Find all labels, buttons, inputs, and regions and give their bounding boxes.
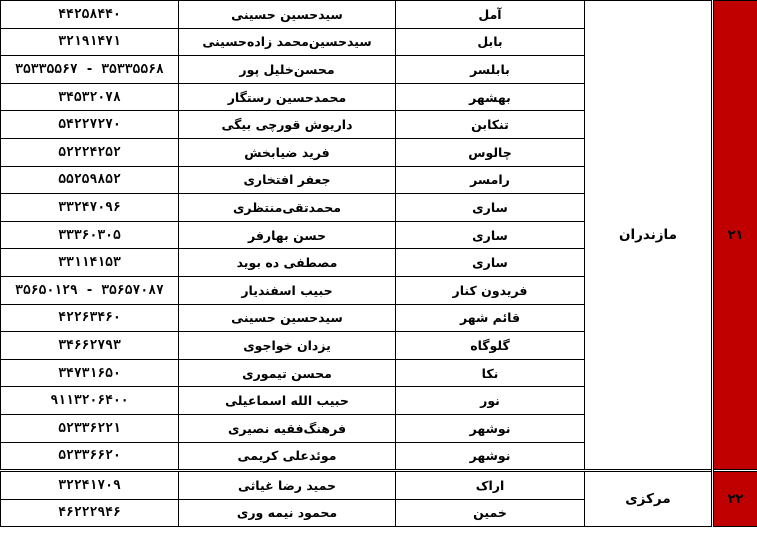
name-cell: محمدتقی‌منتظری: [179, 194, 396, 222]
city-cell: چالوس: [396, 138, 585, 166]
city-cell: فریدون کنار: [396, 276, 585, 304]
row-index-cell: ۲۱: [713, 1, 757, 471]
city-cell: رامسر: [396, 166, 585, 194]
phone-cell: ۳۳۳۶۰۳۰۵: [1, 221, 179, 249]
phone-cell: ۵۲۲۲۴۲۵۲: [1, 138, 179, 166]
city-cell: تنکابن: [396, 111, 585, 139]
name-cell: حمید رضا غیاثی: [179, 471, 396, 500]
phone-cell: ۳۲۱۹۱۴۷۱: [1, 28, 179, 56]
name-cell: سیدحسین‌محمد زاده‌حسینی: [179, 28, 396, 56]
phone-cell: ۴۶۲۲۲۹۴۶: [1, 499, 179, 527]
city-cell: خمین: [396, 499, 585, 527]
city-cell: بابل: [396, 28, 585, 56]
city-cell: نور: [396, 387, 585, 415]
phone-cell: ۳۴۶۶۲۷۹۳: [1, 332, 179, 360]
name-cell: محسن‌خلیل پور: [179, 56, 396, 84]
city-cell: ساری: [396, 194, 585, 222]
phone-cell: ۳۳۲۴۷۰۹۶: [1, 194, 179, 222]
name-cell: جعفر افتخاری: [179, 166, 396, 194]
table-row: [1, 1, 757, 29]
name-cell: سیدحسین حسینی: [179, 304, 396, 332]
city-cell: گلوگاه: [396, 332, 585, 360]
phone-cell: ۹۱۱۳۲۰۶۴۰۰: [1, 387, 179, 415]
name-cell: یزدان خواجوی: [179, 332, 396, 360]
city-cell: بهشهر: [396, 83, 585, 111]
name-cell: محسن تیموری: [179, 359, 396, 387]
city-cell: بابلسر: [396, 56, 585, 84]
name-cell: حبیب الله اسماعیلی: [179, 387, 396, 415]
name-cell: فرید ضیابخش: [179, 138, 396, 166]
phone-cell: ۳۴۷۳۱۶۵۰: [1, 359, 179, 387]
row-index-cell: ۲۲: [713, 471, 757, 527]
name-cell: محمدحسین رستگار: [179, 83, 396, 111]
name-cell: حبیب اسفندیار: [179, 276, 396, 304]
city-cell: ساری: [396, 249, 585, 277]
name-cell: مصطفی ده بوید: [179, 249, 396, 277]
city-cell: نوشهر: [396, 414, 585, 442]
phone-cell: ۵۵۲۵۹۸۵۲: [1, 166, 179, 194]
phone-cell: ۵۲۳۳۶۶۲۰: [1, 442, 179, 471]
phone-cell: ۴۴۲۵۸۴۴۰: [1, 1, 179, 29]
name-cell: سیدحسین حسینی: [179, 1, 396, 29]
city-cell: قائم شهر: [396, 304, 585, 332]
name-cell: محمود نیمه وری: [179, 499, 396, 527]
phone-cell: ۳۳۱۱۴۱۵۳: [1, 249, 179, 277]
phone-cell: ۳۵۳۳۵۵۶۷ - ۳۵۳۳۵۵۶۸: [1, 56, 179, 84]
phone-cell: ۴۲۲۶۳۴۶۰: [1, 304, 179, 332]
province-cell: مرکزی: [585, 471, 713, 527]
name-cell: موئدعلی کریمی: [179, 442, 396, 471]
name-cell: فرهنگ‌فقیه نصیری: [179, 414, 396, 442]
city-cell: ساری: [396, 221, 585, 249]
city-cell: نکا: [396, 359, 585, 387]
city-cell: آمل: [396, 1, 585, 29]
phone-cell: ۳۴۵۳۲۰۷۸: [1, 83, 179, 111]
name-cell: داریوش قورچی بیگی: [179, 111, 396, 139]
phone-cell: ۵۴۲۲۷۲۷۰: [1, 111, 179, 139]
phone-cell: ۳۵۶۵۰۱۲۹ - ۳۵۶۵۷۰۸۷: [1, 276, 179, 304]
table-row: [1, 471, 757, 500]
province-cell: مازندران: [585, 1, 713, 471]
name-cell: حسن بهارفر: [179, 221, 396, 249]
phone-cell: ۳۲۲۴۱۷۰۹: [1, 471, 179, 500]
city-cell: نوشهر: [396, 442, 585, 471]
city-cell: اراک: [396, 471, 585, 500]
phone-cell: ۵۲۳۳۶۲۲۱: [1, 414, 179, 442]
